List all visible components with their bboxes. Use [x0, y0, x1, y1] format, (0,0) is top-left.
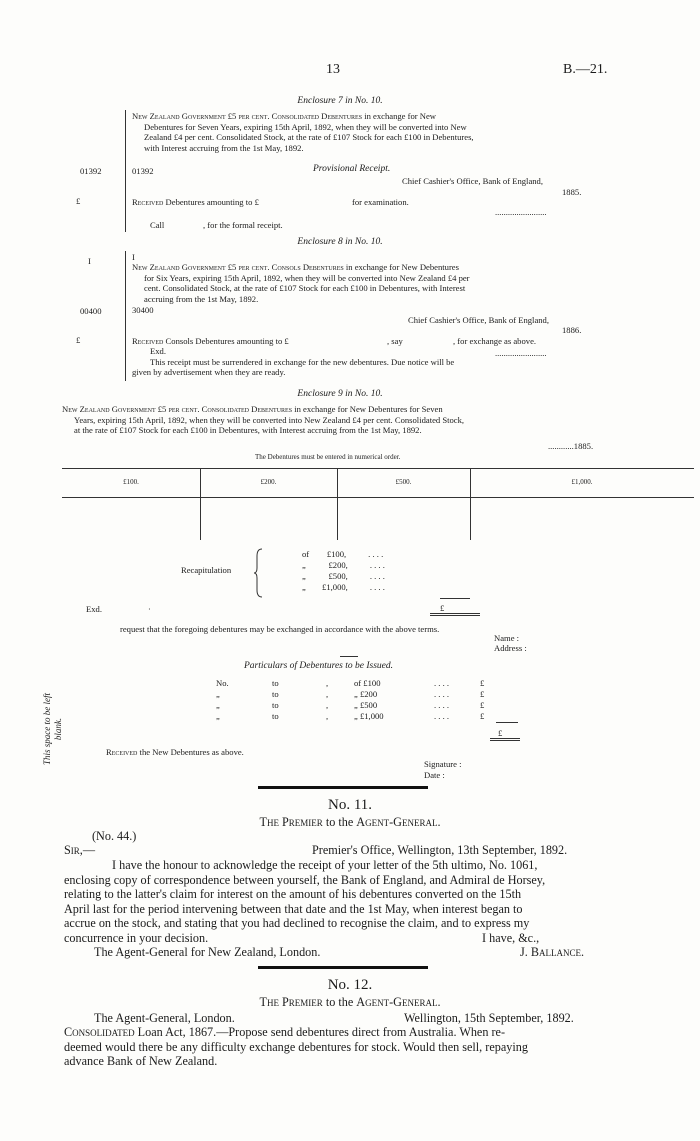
- recap-row: [302, 582, 385, 593]
- enclosure-7-title-line: Zealand £4 per cent. Consolidated Stock, at the rate of £107 Stock for each £100 in Debentures,: [144, 132, 474, 142]
- no12-subtitle: [0, 995, 700, 1010]
- enclosure-8-dots: ........................: [495, 348, 547, 358]
- no12-subtitle-premier: The Premier: [259, 995, 323, 1009]
- no12-body-line: Loan Act, 1867.—Propose send debentures direct from Australia. When re-: [134, 1025, 506, 1039]
- enclosure-8-exd: Exd.: [150, 346, 166, 356]
- enclosure-9-name: Name :: [494, 633, 520, 643]
- no12-place-date: Wellington, 15th September, 1892.: [404, 1011, 574, 1025]
- enclosure-7-title-rest: in exchange for New: [362, 111, 437, 121]
- enclosure-9-signature: Signature :: [424, 759, 462, 769]
- particulars-total-pound: £: [498, 728, 503, 738]
- enclosure-8-exchange: , for exchange as above.: [453, 336, 537, 346]
- recap-leader: . . . .: [369, 571, 385, 581]
- enclosure-9-title-caps: New Zealand Government £5 per cent. Consolidated Debentures: [62, 404, 293, 414]
- enclosure-8-left-letter: I: [88, 256, 91, 266]
- enclosure-7-margin-pound: £: [76, 196, 81, 206]
- enclosure-7-heading: Enclosure 7 in No. 10.: [297, 96, 383, 106]
- side-note-line: This space to be left: [42, 693, 52, 765]
- enclosure-9-address: Address :: [494, 643, 527, 653]
- recap-amount: £1,000,: [322, 582, 348, 592]
- enclosure-7-call: Call: [150, 220, 165, 230]
- enclosure-9-request: request that the foregoing debentures may be exchanged in accordance with the above terms.: [120, 624, 440, 634]
- recap-prefix: „: [302, 571, 306, 581]
- particulars-no: „: [216, 689, 220, 699]
- particulars-row: [216, 678, 536, 689]
- enclosure-7-title-caps: New Zealand Government £5 per cent. Consolidated Debentures: [132, 111, 363, 121]
- no11-address: Premier's Office, Wellington, 13th September, 1892.: [312, 843, 568, 857]
- no11-number: No. 11.: [327, 797, 373, 813]
- no11-body-line: April last for the period intervening between that date and the 1st May, when interest began to: [64, 901, 523, 916]
- no12-body-caps: Consolidated: [64, 1025, 135, 1039]
- enclosure-8-title-line: accruing from the 1st May, 1892.: [144, 293, 259, 304]
- enclosure-7-received-rest: Debentures amounting to £: [163, 197, 259, 207]
- no11-subtitle-to: to the: [322, 815, 357, 829]
- enclosure-9-received-rest: the New Debentures as above.: [137, 747, 244, 757]
- no12-body-line: advance Bank of New Zealand.: [64, 1054, 218, 1069]
- particulars-rule: [340, 656, 358, 657]
- enclosure-9-title: [62, 404, 692, 436]
- enclosure-9-received-caps: Received: [106, 747, 138, 757]
- enclosure-8-received-rest: Consols Debentures amounting to £: [163, 336, 289, 346]
- recap-prefix: „: [302, 582, 306, 592]
- enclosure-7-year: 1885.: [562, 187, 582, 197]
- no12-number: No. 12.: [327, 977, 373, 993]
- table-header-rule: [62, 497, 694, 498]
- no11-body-line: relating to the latter's claim for interest on the amount of his debentures converted on the 15th: [64, 887, 522, 902]
- particulars-pound: £: [480, 678, 485, 688]
- recapitulation-brace: [254, 548, 264, 598]
- particulars-pound: £: [480, 700, 485, 710]
- recap-leader: . . . .: [368, 549, 384, 559]
- enclosure-7-border: [125, 110, 126, 232]
- enclosure-8-title: [132, 262, 672, 304]
- enclosure-9-date-dots: ............1885.: [548, 441, 594, 451]
- particulars-amount: „ £1,000: [354, 711, 384, 721]
- enclosure-9-date: Date :: [424, 770, 445, 780]
- table-header-1000: £1,000.: [571, 478, 593, 486]
- particulars-heading: Particulars of Debentures to be Issued.: [244, 661, 393, 671]
- no12-body-line: deemed would there be any difficulty exchange debentures for stock. Would then sell, repaying: [64, 1039, 528, 1054]
- enclosure-8-number: 30400: [132, 305, 154, 315]
- enclosure-8-title-rest: in exchange for New Debentures: [343, 262, 459, 272]
- particulars-to: to: [272, 711, 279, 721]
- particulars-leader: . . . .: [434, 678, 450, 688]
- recap-leader: . . . .: [369, 582, 385, 592]
- enclosure-7-received-caps: Received: [132, 197, 164, 207]
- particulars-total-rule: [496, 722, 518, 723]
- enclosure-7-left-number: 01392: [80, 166, 102, 176]
- enclosure-8-received: [132, 336, 289, 347]
- no12-recipient: The Agent-General, London.: [94, 1011, 235, 1025]
- recap-amount: £200,: [328, 560, 348, 570]
- recap-row: [302, 549, 383, 560]
- particulars-comma: ,: [326, 689, 329, 699]
- table-top-rule: [62, 468, 694, 469]
- particulars-no: No.: [216, 678, 229, 688]
- recap-row: [302, 560, 385, 571]
- no11-body-line: I have the honour to acknowledge the receipt of your letter of the 5th ultimo, No. 1061,: [112, 858, 538, 872]
- no11-body-line: concurrence in your decision.: [64, 930, 209, 945]
- particulars-leader: . . . .: [434, 700, 450, 710]
- enclosure-8-office: Chief Cashier's Office, Bank of England,: [408, 315, 550, 325]
- particulars-pound: £: [480, 689, 485, 699]
- particulars-row: [216, 711, 536, 722]
- enclosure-8-title-line: for Six Years, expiring 15th April, 1892, when they will be converted into New Zealand £4 per: [144, 272, 470, 283]
- table-header-200: £200.: [260, 478, 277, 486]
- enclosure-8-title-line: cent. Consolidated Stock, at the rate of £107 Stock for each £100 in Debentures, with Interest: [144, 283, 466, 293]
- enclosure-8-left-number: 00400: [80, 306, 102, 316]
- enclosure-9-bullet: ·: [148, 604, 151, 614]
- particulars-pound: £: [480, 711, 485, 721]
- side-note-line: blank.: [53, 717, 63, 741]
- enclosure-8-title-caps: New Zealand Government £5 per cent. Consols Debentures: [132, 262, 344, 272]
- no12-body: [64, 1025, 692, 1069]
- particulars-amount: of £100: [354, 678, 381, 688]
- no11-recipient: The Agent-General for New Zealand, London.: [94, 945, 321, 959]
- recap-prefix: of: [302, 549, 310, 559]
- particulars-total-underline: [490, 740, 520, 741]
- particulars-amount: „ £200: [354, 689, 378, 699]
- enclosure-7-title-line: Debentures for Seven Years, expiring 15th April, 1892, when they will be converted into New: [144, 121, 467, 132]
- side-note: [42, 684, 64, 774]
- particulars-comma: ,: [326, 711, 329, 721]
- enclosure-9-total-pound: £: [440, 603, 445, 613]
- enclosure-7-dots: ........................: [495, 207, 547, 217]
- section-rule: [258, 966, 428, 969]
- particulars-row: [216, 700, 536, 711]
- recap-row: [302, 571, 385, 582]
- no11-signature: J. Ballance.: [520, 945, 585, 959]
- enclosure-7-received: [132, 197, 259, 208]
- particulars-to: to: [272, 700, 279, 710]
- particulars-no: „: [216, 711, 220, 721]
- particulars-leader: . . . .: [434, 689, 450, 699]
- no11-subtitle-agent: Agent-General.: [356, 815, 441, 829]
- no11-body-line: accrue on the stock, and stating that you had declined to recognise the claim, and to express my: [64, 916, 530, 931]
- recap-amount: £500,: [328, 571, 348, 581]
- enclosure-8-say: , say: [387, 336, 403, 346]
- no11-ref: (No. 44.): [92, 829, 137, 843]
- recap-amount: £100,: [326, 549, 347, 559]
- enclosure-7-number: 01392: [132, 166, 154, 176]
- particulars-no: „: [216, 700, 220, 710]
- enclosure-8-received-caps: Received: [132, 336, 164, 346]
- recapitulation-label: Recapitulation: [181, 565, 232, 575]
- particulars-comma: ,: [326, 678, 329, 688]
- particulars-row: [216, 689, 536, 700]
- page-number: 13: [326, 62, 340, 77]
- no11-body-line: enclosing copy of correspondence between yourself, the Bank of England, and Admiral de Horsey,: [64, 872, 546, 887]
- enclosure-9-title-rest: in exchange for New Debentures for Seven: [292, 404, 443, 414]
- no11-closing: I have, &c.,: [482, 931, 540, 945]
- particulars-to: to: [272, 678, 279, 688]
- table-header-500: £500.: [395, 478, 412, 486]
- section-rule: [258, 786, 428, 789]
- no11-subtitle-premier: The Premier: [259, 815, 323, 829]
- enclosure-9-heading: Enclosure 9 in No. 10.: [297, 389, 383, 399]
- enclosure-8-surrender-2: given by advertisement when they are ready.: [132, 367, 286, 377]
- enclosure-9-title-line: Years, expiring 15th April, 1892, when they will be converted into New Zealand £4 per cent. Consolidated Stock,: [74, 414, 465, 425]
- no11-salutation: Sir,—: [64, 843, 96, 857]
- particulars-total-underline: [490, 738, 520, 739]
- no12-subtitle-to: to the: [322, 995, 357, 1009]
- particulars-leader: . . . .: [434, 711, 450, 721]
- total-underline: [430, 615, 480, 616]
- enclosure-8-heading: Enclosure 8 in No. 10.: [297, 237, 383, 247]
- enclosure-8-surrender-1: This receipt must be surrendered in exchange for the new debentures. Due notice will be: [150, 357, 455, 367]
- particulars-amount: „ £500: [354, 700, 378, 710]
- recap-leader: . . . .: [369, 560, 385, 570]
- total-underline: [430, 613, 480, 614]
- enclosure-9-order-note: The Debentures must be entered in numerical order.: [255, 453, 401, 461]
- no11-body: [64, 858, 692, 946]
- enclosure-9-received: [106, 747, 244, 758]
- enclosure-7-for-examination: for examination.: [352, 197, 409, 207]
- enclosure-7-title: [132, 111, 667, 153]
- enclosure-9-exd: Exd.: [86, 604, 102, 614]
- enclosure-7-receipt-label: Provisional Receipt.: [313, 164, 391, 174]
- enclosure-7-call-rest: , for the formal receipt.: [203, 220, 283, 230]
- no11-subtitle: [0, 815, 700, 830]
- document-reference: B.—21.: [563, 62, 608, 77]
- particulars-comma: ,: [326, 700, 329, 710]
- enclosure-7-office: Chief Cashier's Office, Bank of England,: [402, 176, 544, 186]
- enclosure-7-title-line: with Interest accruing from the 1st May, 1892.: [144, 142, 304, 153]
- enclosure-8-margin-pound: £: [76, 335, 81, 345]
- enclosure-8-letter: I: [132, 252, 135, 262]
- particulars-to: to: [272, 689, 279, 699]
- enclosure-8-year: 1886.: [562, 325, 582, 335]
- enclosure-9-title-line: at the rate of £107 Stock for each £100 in Debentures, with Interest accruing from the 1st May, 1892.: [74, 425, 422, 435]
- enclosure-8-border: [125, 251, 126, 381]
- recap-total-rule: [440, 598, 470, 599]
- no12-subtitle-agent: Agent-General.: [356, 995, 441, 1009]
- recap-prefix: „: [302, 560, 306, 570]
- table-header-100: £100.: [123, 478, 139, 486]
